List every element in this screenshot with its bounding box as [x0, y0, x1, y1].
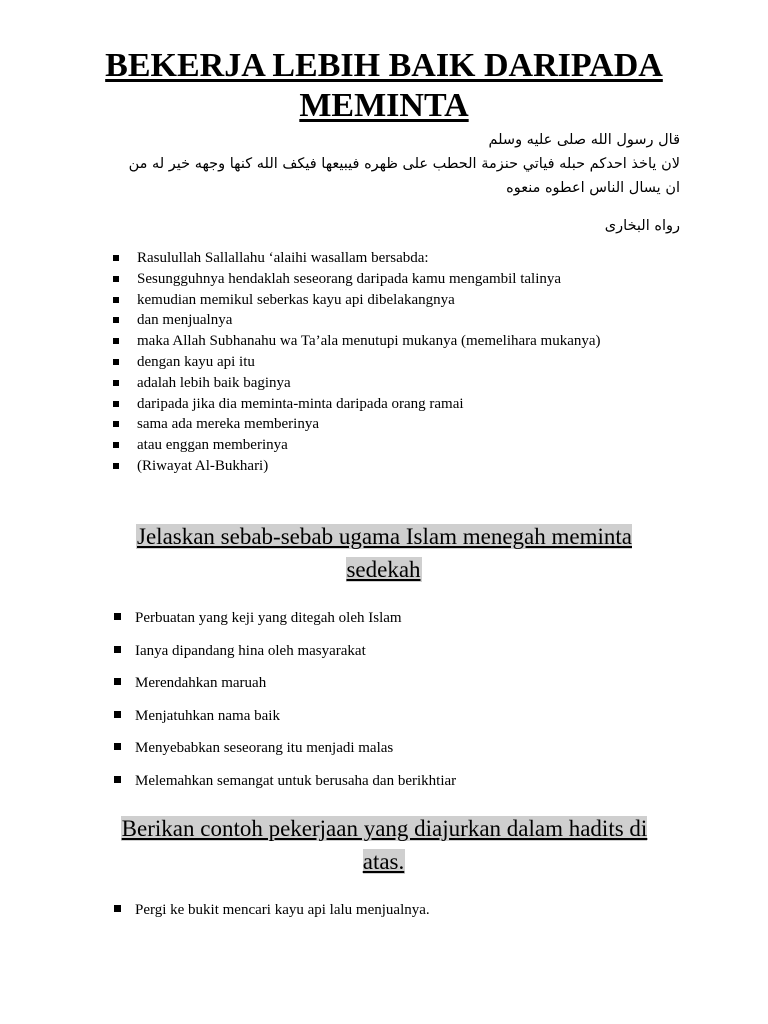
arabic-line-3: ان يسال الناس اعطوه منعوه	[506, 180, 680, 196]
list-item: adalah lebih baik baginya	[112, 373, 652, 394]
list-item: daripada jika dia meminta-minta daripada orang ramai	[112, 394, 652, 415]
hadith-translation-list	[112, 248, 652, 477]
list-item: (Riwayat Al-Bukhari)	[112, 456, 652, 477]
question-1-heading-text: Jelaskan sebab-sebab ugama Islam menegah meminta sedekah	[137, 524, 632, 582]
list-item: Rasulullah Sallallahu ‘alaihi wasallam bersabda:	[112, 248, 652, 269]
list-item: Menyebabkan seseorang itu menjadi malas	[112, 738, 672, 771]
list-item: sama ada mereka memberinya	[112, 414, 652, 435]
arabic-hadith-text	[80, 128, 680, 238]
list-item: Perbuatan yang keji yang ditegah oleh Islam	[112, 608, 672, 641]
arabic-line-1: قال رسول الله صلى عليه وسلم	[488, 132, 680, 148]
list-item: Sesungguhnya hendaklah seseorang daripada kamu mengambil talinya	[112, 269, 652, 290]
list-item: kemudian memikul seberkas kayu api dibelakangnya	[112, 290, 652, 311]
question-1-heading	[100, 520, 668, 586]
list-item: dengan kayu api itu	[112, 352, 652, 373]
list-item: Melemahkan semangat untuk berusaha dan berikhtiar	[112, 771, 672, 804]
arabic-narrator: رواه البخارى	[604, 218, 680, 234]
question-2-heading	[100, 812, 668, 878]
list-item: Ianya dipandang hina oleh masyarakat	[112, 641, 672, 674]
question-1-answer-list	[112, 608, 672, 804]
list-item: dan menjualnya	[112, 310, 652, 331]
question-2-heading-text: Berikan contoh pekerjaan yang diajurkan dalam hadits di atas.	[121, 816, 648, 874]
list-item: maka Allah Subhanahu wa Ta’ala menutupi mukanya (memelihara mukanya)	[112, 331, 652, 352]
list-item: Menjatuhkan nama baik	[112, 706, 672, 739]
list-item: Pergi ke bukit mencari kayu api lalu menjualnya.	[112, 900, 672, 933]
question-2-answer-list	[112, 900, 672, 933]
arabic-line-2: لان ياخذ احدكم حبله فياتي حنزمة الحطب على ظهره فيبيعها فيكف الله كنها وجهه خير له من	[128, 156, 680, 172]
list-item: Merendahkan maruah	[112, 673, 672, 706]
page-title: BEKERJA LEBIH BAIK DARIPADA MEMINTA	[105, 47, 663, 124]
list-item: atau enggan memberinya	[112, 435, 652, 456]
